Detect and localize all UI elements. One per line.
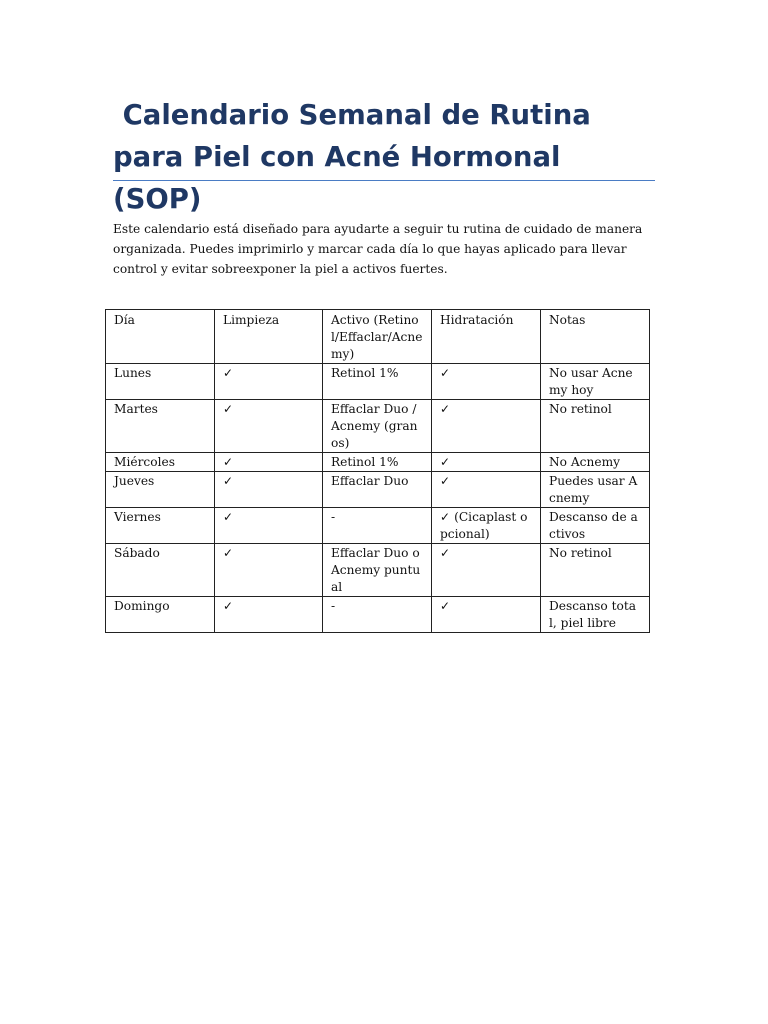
cell-notas: Descanso de activos	[541, 508, 650, 544]
table-row	[106, 364, 650, 400]
cell-hidratacion: ✓	[432, 453, 541, 472]
cell-hidratacion: ✓	[432, 597, 541, 633]
cell-dia: Viernes	[106, 508, 215, 544]
table-row	[106, 544, 650, 597]
cell-notas: Descanso total, piel libre	[541, 597, 650, 633]
weekly-routine-table	[105, 309, 650, 633]
document-title: Calendario Semanal de Rutina para Piel con Acné Hormonal (SOP)	[113, 99, 601, 215]
cell-limpieza: ✓	[215, 508, 323, 544]
cell-dia: Martes	[106, 400, 215, 453]
title-underline	[113, 180, 655, 181]
table-row	[106, 453, 650, 472]
table-row	[106, 597, 650, 633]
table-row	[106, 472, 650, 508]
cell-limpieza: ✓	[215, 472, 323, 508]
cell-activo: Effaclar Duo	[323, 472, 432, 508]
header-activo: Activo (Retinol/Effaclar/Acnemy)	[323, 310, 432, 364]
header-notas: Notas	[541, 310, 650, 364]
cell-notas: No retinol	[541, 400, 650, 453]
header-hidratacion: Hidratación	[432, 310, 541, 364]
cell-dia: Miércoles	[106, 453, 215, 472]
cell-limpieza: ✓	[215, 364, 323, 400]
cell-dia: Sábado	[106, 544, 215, 597]
cell-limpieza: ✓	[215, 453, 323, 472]
cell-dia: Domingo	[106, 597, 215, 633]
table-row	[106, 400, 650, 453]
table-row	[106, 508, 650, 544]
cell-hidratacion: ✓	[432, 472, 541, 508]
cell-limpieza: ✓	[215, 400, 323, 453]
cell-activo: Effaclar Duo / Acnemy (granos)	[323, 400, 432, 453]
cell-limpieza: ✓	[215, 597, 323, 633]
cell-activo: Retinol 1%	[323, 453, 432, 472]
cell-activo: -	[323, 508, 432, 544]
cell-dia: Jueves	[106, 472, 215, 508]
cell-activo: Effaclar Duo o Acnemy puntual	[323, 544, 432, 597]
cell-notas: Puedes usar Acnemy	[541, 472, 650, 508]
cell-hidratacion: ✓ (Cicaplast opcional)	[432, 508, 541, 544]
cell-activo: -	[323, 597, 432, 633]
cell-hidratacion: ✓	[432, 544, 541, 597]
cell-activo: Retinol 1%	[323, 364, 432, 400]
table-header-row	[106, 310, 650, 364]
header-dia: Día	[106, 310, 215, 364]
cell-hidratacion: ✓	[432, 400, 541, 453]
cell-notas: No usar Acnemy hoy	[541, 364, 650, 400]
intro-paragraph: Este calendario está diseñado para ayudarte a seguir tu rutina de cuidado de manera organizada. Puedes imprimirlo y marcar cada día lo que hayas aplicado para llevar control y evitar sobreexponer la piel a activos fuertes.	[113, 222, 643, 276]
cell-notas: No retinol	[541, 544, 650, 597]
header-limpieza: Limpieza	[215, 310, 323, 364]
cell-notas: No Acnemy	[541, 453, 650, 472]
cell-hidratacion: ✓	[432, 364, 541, 400]
cell-limpieza: ✓	[215, 544, 323, 597]
cell-dia: Lunes	[106, 364, 215, 400]
